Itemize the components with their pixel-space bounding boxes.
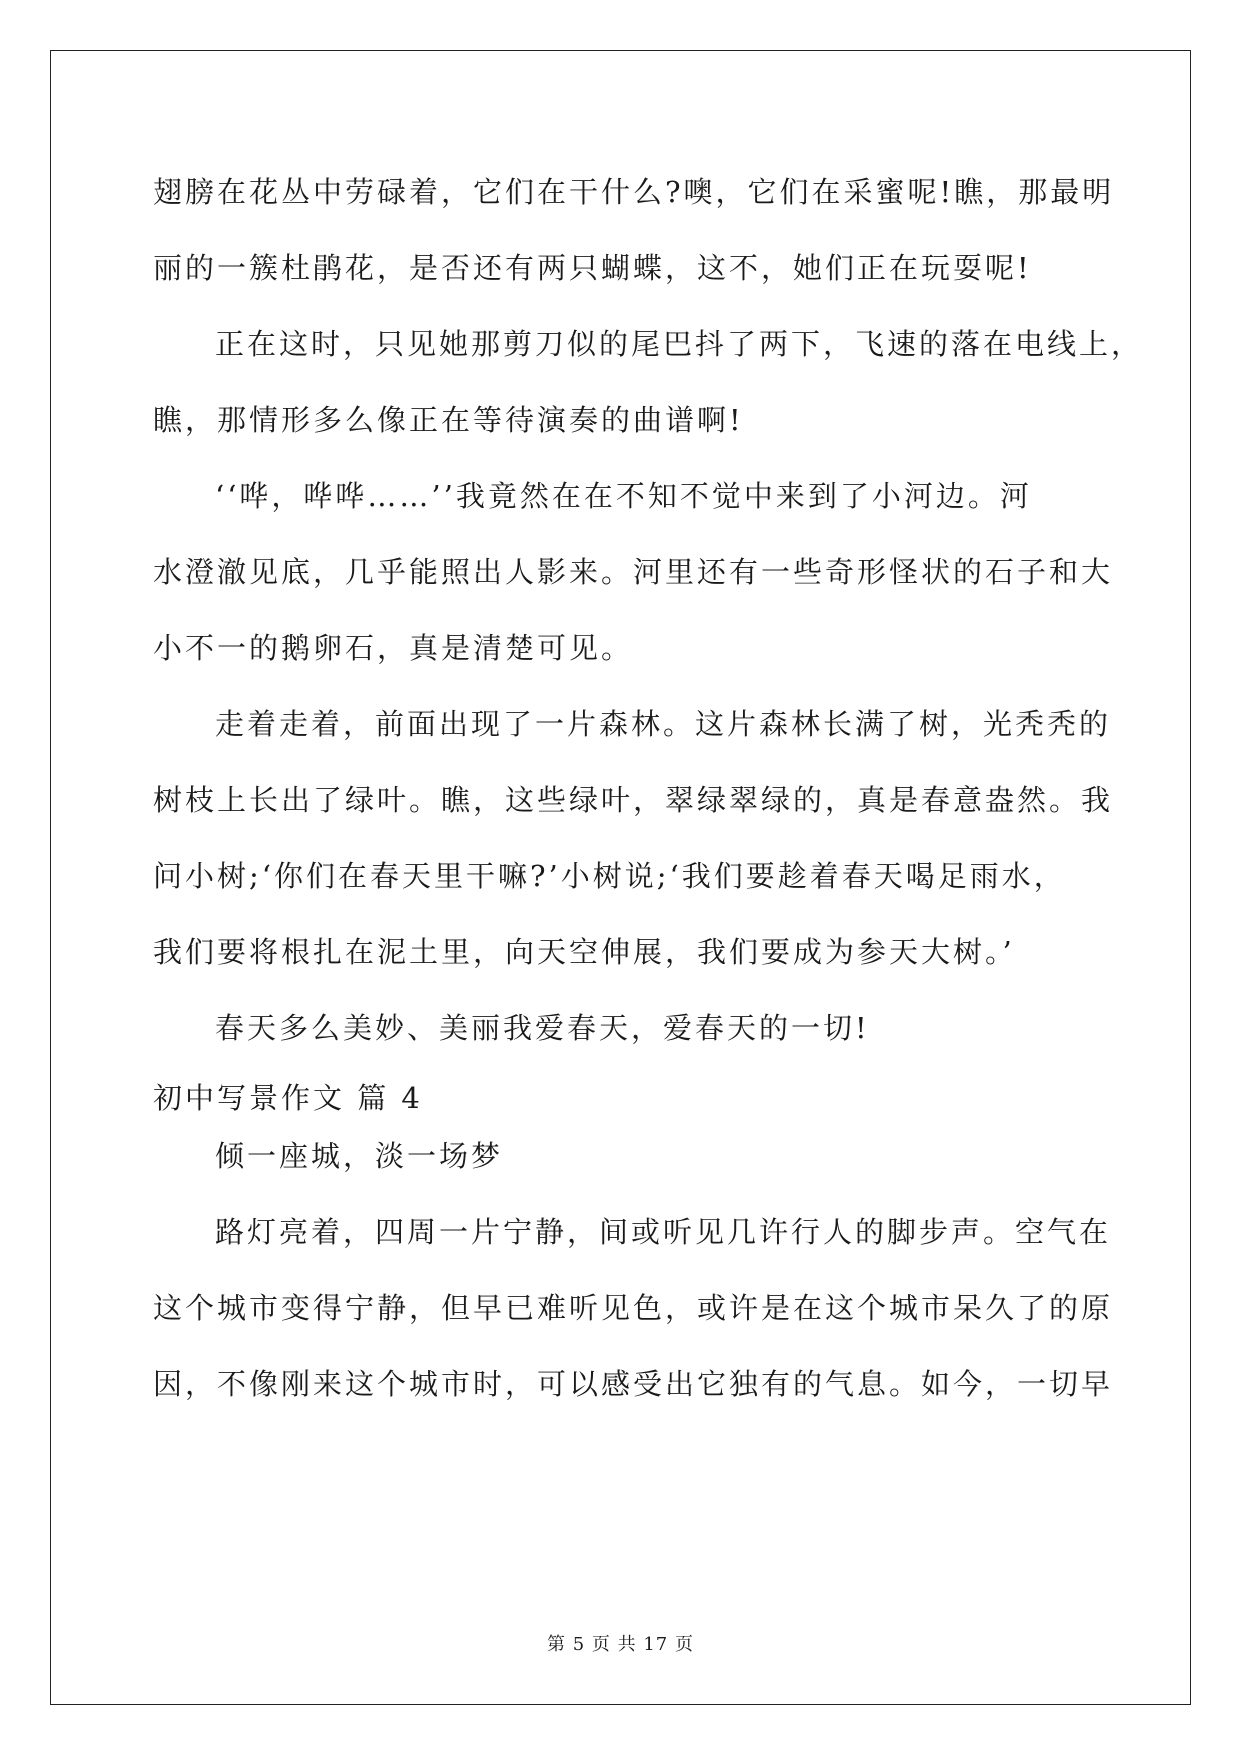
essay-title: 倾一座城，淡一场梦 xyxy=(215,1139,504,1173)
text-line: 我们要将根扎在泥土里，向天空伸展，我们要成为参天大树。’ xyxy=(153,935,1015,969)
paragraph-start-line: 路灯亮着，四周一片宁静，间或听见几许行人的脚步声。空气在 xyxy=(215,1215,1112,1249)
paragraph-start-line: 春天多么美妙、美丽我爱春天，爱春天的一切! xyxy=(215,1011,870,1045)
text-line: 翅膀在花丛中劳碌着，它们在干什么?噢，它们在采蜜呢!瞧，那最明 xyxy=(153,175,1115,209)
page-footer: 第 5 页 共 17 页 xyxy=(547,1634,694,1655)
text-line: 这个城市变得宁静，但早已难听见色，或许是在这个城市呆久了的原 xyxy=(153,1291,1114,1325)
paragraph-start-line: 正在这时，只见她那剪刀似的尾巴抖了两下，飞速的落在电线上， xyxy=(215,327,1144,361)
text-line: 小不一的鹅卵石，真是清楚可见。 xyxy=(153,631,634,665)
text-line: 水澄澈见底，几乎能照出人影来。河里还有一些奇形怪状的石子和大 xyxy=(153,555,1114,589)
text-line: 问小树;‘你们在春天里干嘛?’小树说;‘我们要趁着春天喝足雨水， xyxy=(153,859,1066,893)
text-line: 因，不像刚来这个城市时，可以感受出它独有的气息。如今，一切早 xyxy=(153,1367,1114,1401)
text-line: 丽的一簇杜鹃花，是否还有两只蝴蝶，这不，她们正在玩耍呢! xyxy=(153,251,1032,285)
paragraph-start-line: ‘‘哗，哗哗……’’我竟然在在不知不觉中来到了小河边。河 xyxy=(215,479,1032,513)
document-body xyxy=(153,162,1144,1430)
text-line: 瞧，那情形多么像正在等待演奏的曲谱啊! xyxy=(153,403,744,437)
text-line: 树枝上长出了绿叶。瞧，这些绿叶，翠绿翠绿的，真是春意盎然。我 xyxy=(153,783,1114,817)
paragraph-start-line: 走着走着，前面出现了一片森林。这片森林长满了树，光秃秃的 xyxy=(215,707,1112,741)
section-heading: 初中写景作文 篇 4 xyxy=(153,1081,423,1115)
